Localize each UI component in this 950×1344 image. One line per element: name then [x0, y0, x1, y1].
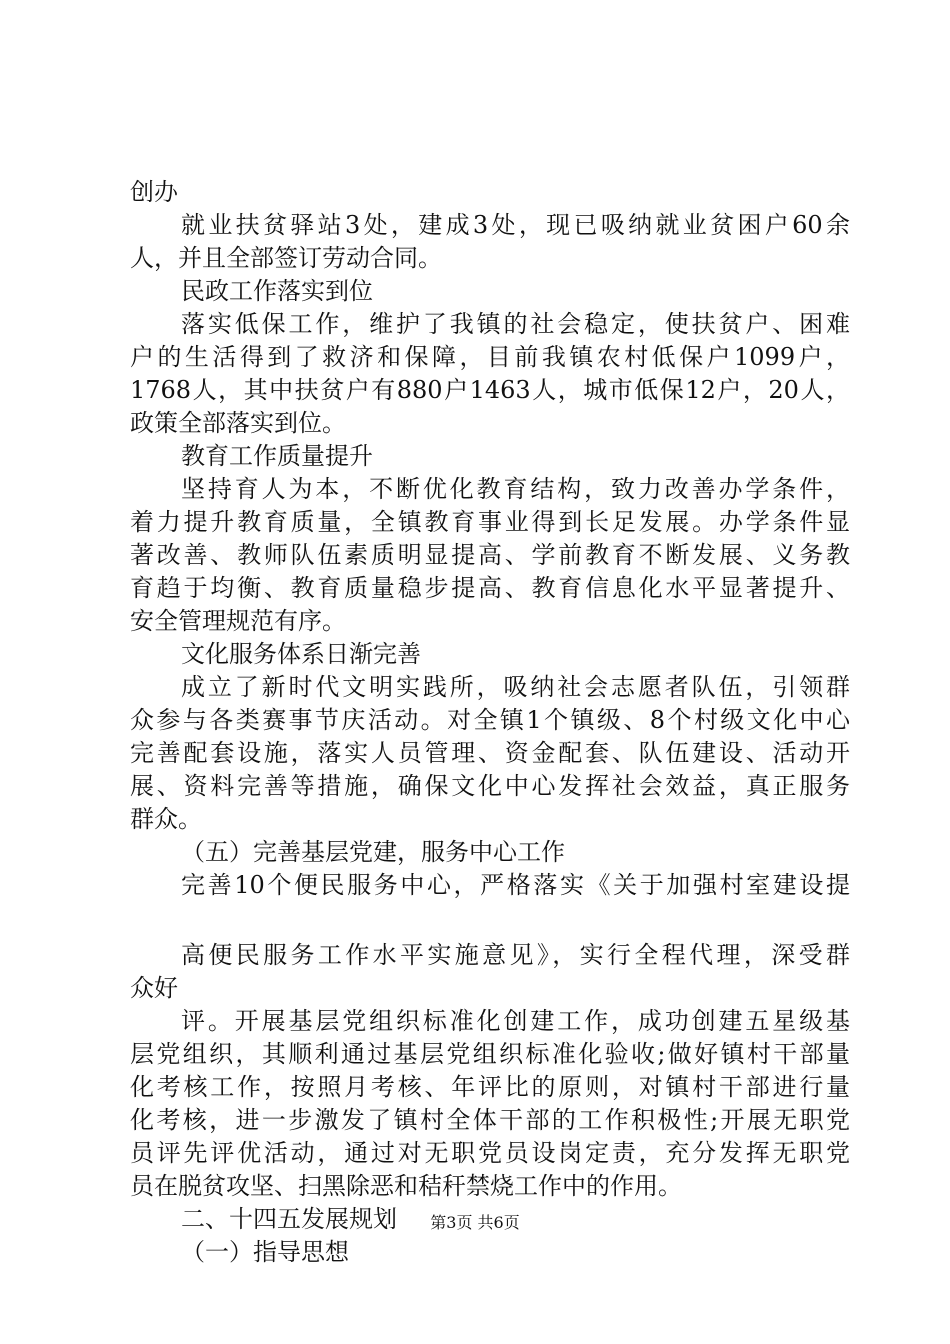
text-line: 就业扶贫驿站3处，建成3处，现已吸纳就业贫困户60余 — [181, 211, 850, 239]
page-break-gap — [130, 902, 850, 939]
text-line: 成立了新时代文明实践所，吸纳社会志愿者队伍，引领群 — [181, 673, 850, 701]
text-line: 员在脱贫攻坚、扫黑除恶和秸秆禁烧工作中的作用。 — [130, 1172, 682, 1200]
text-line: 高便民服务工作水平实施意见》，实行全程代理，深受群 — [181, 941, 850, 969]
section-heading: 教育工作质量提升 — [181, 442, 373, 470]
text-line: 创办 — [130, 178, 178, 206]
text-line: 著改善、教师队伍素质明显提高、学前教育不断发展、义务教 — [130, 541, 850, 569]
text-line: 众好 — [130, 974, 178, 1002]
text-line: 化考核，进一步激发了镇村全体干部的工作积极性;开展无职党 — [130, 1106, 850, 1134]
text-line: 育趋于均衡、教育质量稳步提高、教育信息化水平显著提升、 — [130, 574, 850, 602]
section-heading: 二、十四五发展规划 — [181, 1205, 397, 1233]
text-line: 评。开展基层党组织标准化创建工作，成功创建五星级基 — [181, 1007, 850, 1035]
text-line: 1768人，其中扶贫户有880户1463人，城市低保12户，20人， — [130, 376, 850, 404]
section-heading: 民政工作落实到位 — [181, 277, 373, 305]
text-line: 户的生活得到了救济和保障，目前我镇农村低保户1099户， — [130, 343, 850, 371]
text-line: 安全管理规范有序。 — [130, 607, 346, 635]
text-line: 员评先评优活动，通过对无职党员设岗定责，充分发挥无职党 — [130, 1139, 850, 1167]
text-line: 落实低保工作，维护了我镇的社会稳定，使扶贫户、困难 — [181, 310, 850, 338]
section-heading: （五）完善基层党建，服务中心工作 — [181, 838, 565, 866]
text-line: 完善配套设施，落实人员管理、资金配套、队伍建设、活动开 — [130, 739, 850, 767]
text-line: 化考核工作，按照月考核、年评比的原则，对镇村干部进行量 — [130, 1073, 850, 1101]
text-line: 完善10个便民服务中心，严格落实《关于加强村室建设提 — [181, 871, 850, 899]
text-line: 坚持育人为本，不断优化教育结构，致力改善办学条件， — [181, 475, 850, 503]
text-line: 着力提升教育质量，全镇教育事业得到长足发展。办学条件显 — [130, 508, 850, 536]
text-line: 政策全部落实到位。 — [130, 409, 346, 437]
document-body — [130, 176, 850, 1269]
page-number-footer: 第3页 共6页 — [430, 1213, 520, 1232]
text-line: 群众。 — [130, 805, 202, 833]
subsection-heading: （一）指导思想 — [181, 1238, 349, 1266]
text-line: 层党组织，其顺利通过基层党组织标准化验收;做好镇村干部量 — [130, 1040, 850, 1068]
text-line: 人，并且全部签订劳动合同。 — [130, 244, 442, 272]
text-line: 众参与各类赛事节庆活动。对全镇1个镇级、8个村级文化中心 — [130, 706, 850, 734]
section-heading: 文化服务体系日渐完善 — [181, 640, 421, 668]
text-line: 展、资料完善等措施，确保文化中心发挥社会效益，真正服务 — [130, 772, 850, 800]
